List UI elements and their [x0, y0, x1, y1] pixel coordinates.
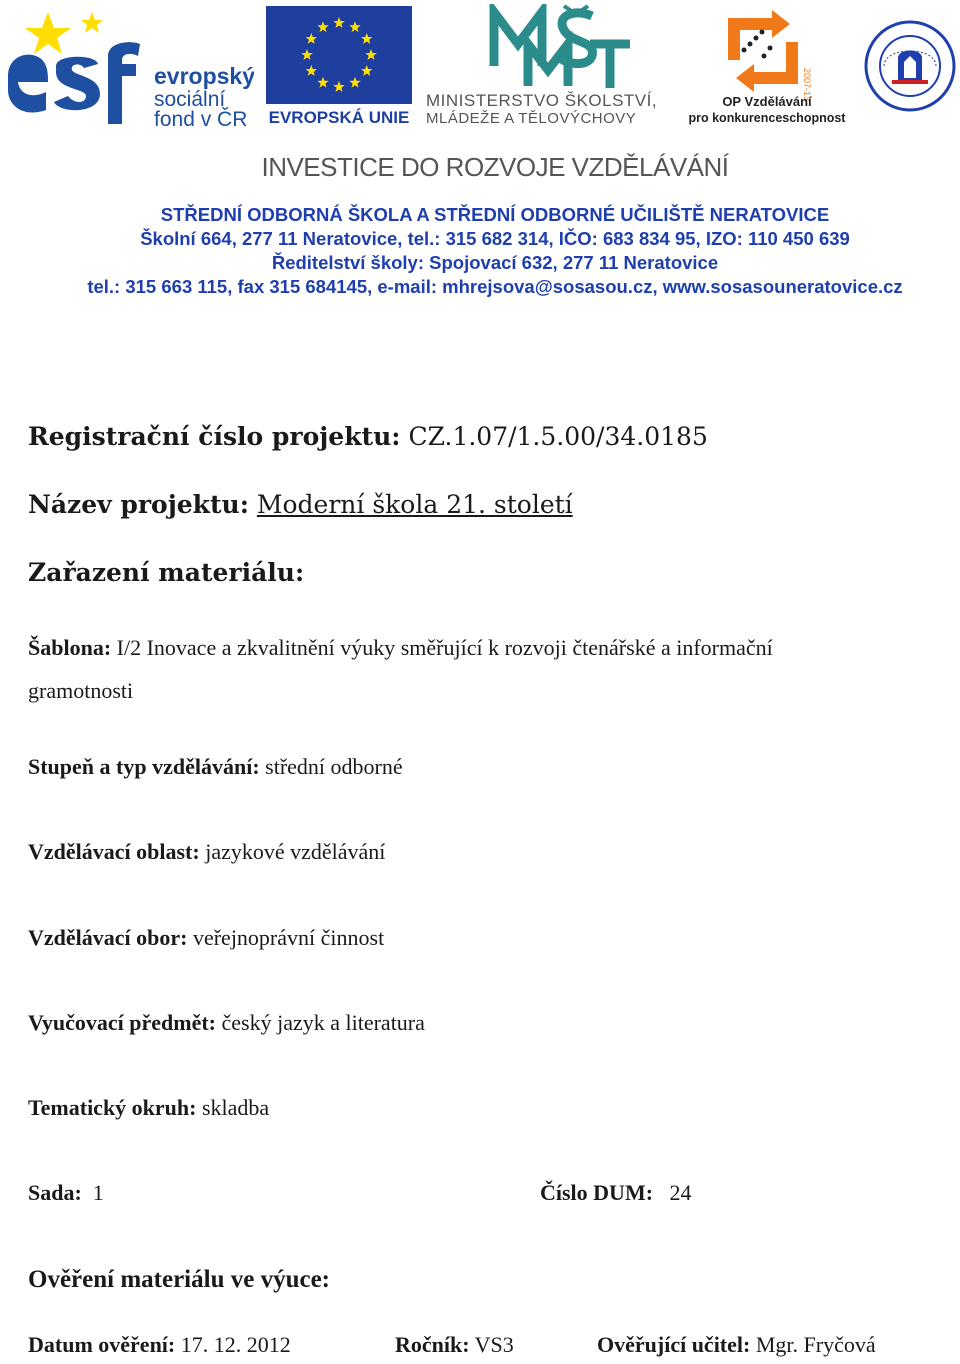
sada-label: Sada:: [28, 1180, 82, 1205]
op-years: 2007-13: [802, 68, 812, 102]
project-name-line: [28, 490, 573, 519]
obor-value: veřejnoprávní činnost: [192, 925, 385, 950]
esf-logo: [4, 6, 254, 126]
registration-label: Registrační číslo projektu:: [28, 422, 401, 451]
dum-value: 24: [669, 1180, 692, 1205]
predmet-value: český jazyk a literatura: [221, 1010, 425, 1035]
okruh-field: [28, 1095, 269, 1121]
sablona-field: [28, 626, 928, 712]
school-office: Ředitelství školy: Spojovací 632, 277 11 Neratovice: [271, 252, 719, 273]
school-header: [0, 203, 960, 299]
stupen-label: Stupeň a typ vzdělávání:: [28, 754, 260, 779]
project-name-value: Moderní škola 21. století: [256, 490, 573, 519]
verification-date: [28, 1332, 291, 1358]
school-contact: tel.: 315 663 115, fax 315 684145, e-mail: mhrejsova@sosasou.cz, www.sosasouneratovice.cz: [87, 276, 903, 297]
op-line1: OP Vzdělávání: [722, 94, 812, 109]
oblast-label: Vzdělávací oblast:: [28, 839, 200, 864]
dum-field: [540, 1180, 692, 1206]
school-seal-logo: [864, 6, 956, 126]
msmt-line2: MLÁDEŽE A TĚLOVÝCHOVY: [426, 110, 637, 126]
dum-label: Číslo DUM:: [540, 1180, 654, 1205]
esf-line2: sociální: [154, 88, 226, 111]
sada-value: 1: [92, 1180, 104, 1205]
op-vzdelavani-logo: [686, 6, 848, 126]
esf-line3: fond v ČR: [154, 108, 248, 126]
stupen-field: [28, 754, 403, 780]
verification-grade: [395, 1332, 514, 1358]
eu-flag-logo: [266, 6, 412, 126]
verification-date-value: 17. 12. 2012: [180, 1332, 291, 1357]
verification-grade-value: VS3: [474, 1332, 514, 1357]
esf-line1: evropský: [154, 63, 254, 89]
okruh-label: Tematický okruh:: [28, 1095, 197, 1120]
verification-teacher-value: Mgr. Fryčová: [755, 1332, 876, 1357]
verification-teacher-label: Ověřující učitel:: [597, 1332, 751, 1357]
project-name-label: Název projektu:: [28, 490, 249, 519]
school-address: Školní 664, 277 11 Neratovice, tel.: 315 682 314, IČO: 683 834 95, IZO: 110 450 639: [140, 228, 850, 249]
sablona-label: Šablona:: [28, 635, 112, 660]
op-line2: pro konkurenceschopnost: [688, 111, 846, 125]
stupen-value: střední odborné: [265, 754, 403, 779]
sada-field: [28, 1180, 104, 1206]
verification-teacher: [597, 1332, 876, 1358]
sablona-value-1: I/2 Inovace a zkvalitnění výuky směřující k rozvoji čtenářské a informační: [116, 635, 773, 660]
oblast-value: jazykové vzdělávání: [205, 839, 386, 864]
registration-line: [28, 422, 708, 451]
predmet-label: Vyučovací předmět:: [28, 1010, 216, 1035]
eu-label: EVROPSKÁ UNIE: [268, 108, 410, 126]
sablona-value-2: gramotnosti: [28, 678, 134, 703]
verification-grade-label: Ročník:: [395, 1332, 470, 1357]
msmt-logo: [424, 4, 676, 126]
msmt-line1: MINISTERSTVO ŠKOLSTVÍ,: [426, 91, 658, 110]
obor-label: Vzdělávací obor:: [28, 925, 188, 950]
obor-field: [28, 925, 384, 951]
school-name: STŘEDNÍ ODBORNÁ ŠKOLA A STŘEDNÍ ODBORNÉ UČILIŠTĚ NERATOVICE: [160, 204, 830, 225]
investice-heading: INVESTICE DO ROZVOJE VZDĚLÁVÁNÍ: [261, 152, 729, 182]
verification-heading: Ověření materiálu ve výuce:: [28, 1266, 330, 1293]
oblast-field: [28, 839, 385, 865]
verification-date-label: Datum ověření:: [28, 1332, 176, 1357]
okruh-value: skladba: [201, 1095, 270, 1120]
classification-heading: Zařazení materiálu:: [28, 558, 305, 587]
registration-value: CZ.1.07/1.5.00/34.0185: [408, 422, 708, 451]
predmet-field: [28, 1010, 425, 1036]
